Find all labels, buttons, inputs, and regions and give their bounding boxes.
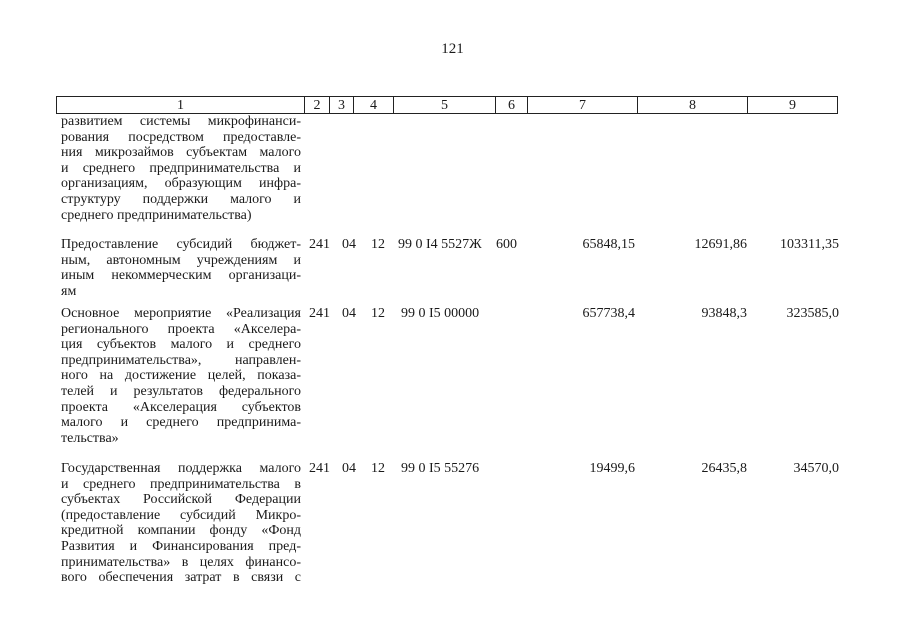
cell-c7: 19499,6 (589, 461, 635, 476)
desc-line: и среднего предпринимательства в (61, 476, 301, 492)
desc-line: иным некоммерческим организаци- (61, 268, 301, 284)
desc-line: предпринимательства», направлен- (61, 352, 301, 368)
desc-line: Развития и Финансирования пред- (61, 538, 301, 554)
page-number: 121 (441, 41, 464, 57)
desc-line: малого и среднего предпринима- (61, 415, 301, 431)
header-col-1: 1 (56, 96, 304, 114)
desc-line: Государственная поддержка малого (61, 461, 301, 476)
cell-c8: 93848,3 (701, 306, 747, 321)
cell-c2: 241 (309, 306, 330, 321)
desc-line: развитием системы микрофинанси- (61, 114, 301, 129)
desc-line: (предоставление субсидий Микро- (61, 507, 301, 523)
desc-line: ям (61, 283, 77, 299)
header-col-4: 4 (353, 96, 393, 114)
cell-c2: 241 (309, 237, 330, 252)
cell-c8: 26435,8 (701, 461, 747, 476)
header-col-6: 6 (495, 96, 527, 114)
cell-c3: 04 (342, 237, 356, 252)
cell-c4: 12 (371, 461, 385, 476)
row-description (61, 461, 301, 586)
desc-line: ция субъектов малого и среднего (61, 337, 301, 353)
cell-c3: 04 (342, 461, 356, 476)
cell-c9: 323585,0 (786, 306, 839, 321)
row-description (61, 306, 301, 446)
desc-line: тельства» (61, 430, 119, 446)
desc-line: Основное мероприятие «Реализация (61, 306, 301, 321)
cell-c9: 103311,35 (780, 237, 839, 252)
cell-c9: 34570,0 (793, 461, 839, 476)
desc-line: Предоставление субсидий бюджет- (61, 237, 301, 252)
table-header (56, 96, 838, 114)
desc-line: среднего предпринимательства) (61, 207, 252, 223)
desc-line: ным, автономным учреждениям и (61, 252, 301, 268)
desc-line: структуру поддержки малого и (61, 191, 301, 207)
cell-c4: 12 (371, 306, 385, 321)
desc-line: рования посредством предоставле- (61, 129, 301, 145)
header-col-2: 2 (304, 96, 329, 114)
row-description (61, 237, 301, 299)
header-col-9: 9 (747, 96, 838, 114)
desc-line: ного на достижение целей, показа- (61, 368, 301, 384)
header-col-8: 8 (637, 96, 747, 114)
cell-c8: 12691,86 (694, 237, 747, 252)
desc-line: телей и результатов федерального (61, 383, 301, 399)
desc-line: принимательства» в целях финансо- (61, 554, 301, 570)
cell-c4: 12 (371, 237, 385, 252)
cell-c7: 65848,15 (582, 237, 635, 252)
header-col-5: 5 (393, 96, 495, 114)
desc-line: регионального проекта «Акселера- (61, 321, 301, 337)
cell-c5: 99 0 I5 55276 (401, 461, 480, 476)
cell-c2: 241 (309, 461, 330, 476)
desc-line: вого обеспечения затрат в связи с (61, 570, 301, 586)
desc-line: ния микрозаймов субъектам малого (61, 145, 301, 161)
desc-line: проекта «Акселерация субъектов (61, 399, 301, 415)
desc-line: субъектах Российской Федерации (61, 492, 301, 508)
cell-c6: 600 (496, 237, 517, 252)
header-col-7: 7 (527, 96, 637, 114)
cell-c7: 657738,4 (582, 306, 635, 321)
cell-c5: 99 0 I4 5527Ж (398, 237, 482, 252)
cell-c3: 04 (342, 306, 356, 321)
desc-line: кредитной компании фонду «Фонд (61, 523, 301, 539)
row-description (61, 114, 301, 223)
desc-line: и среднего предпринимательства и (61, 160, 301, 176)
desc-line: организациям, образующим инфра- (61, 176, 301, 192)
header-col-3: 3 (329, 96, 353, 114)
cell-c5: 99 0 I5 00000 (401, 306, 480, 321)
